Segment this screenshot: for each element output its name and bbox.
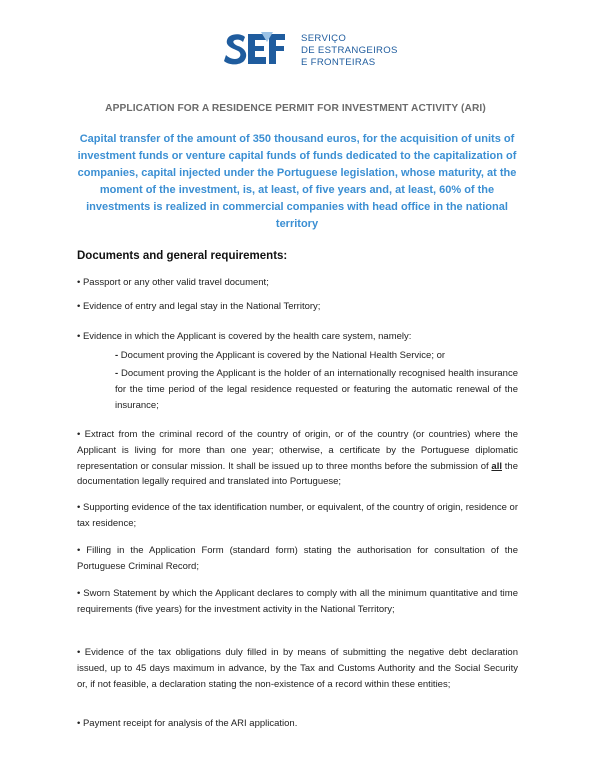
dash: - (115, 368, 119, 379)
sef-logo (223, 31, 403, 73)
section-heading: Documents and general requirements: (77, 250, 288, 262)
document-title: APPLICATION FOR A RESIDENCE PERMIT FOR INVESTMENT ACTIVITY (ARI) (105, 103, 486, 114)
sub-text: Document proving the Applicant is the holder of an internationally recognised health insurance for the time period of the legal residence requested or featuring the automatic renewal of the insurance; (115, 368, 518, 411)
requirement-health-sub-1 (115, 348, 518, 364)
requirement-criminal-record (77, 427, 518, 490)
requirement-health-sub-2 (115, 366, 518, 413)
requirement-tax-obligations: • Evidence of the tax obligations duly filled in by means of submitting the negative debt declaration issued, up to 45 days maximum in advance, by the Tax and Customs Authority and the Social Security or, if not feasible, a declaration stating the non-existence of a record within these entities; (77, 647, 518, 690)
logo-line-2: DE ESTRANGEIROS (301, 45, 398, 56)
requirement-application-form: • Filling in the Application Form (standard form) stating the authorisation for consultation of the Portuguese Criminal Record; (77, 545, 518, 572)
document-subtitle: Capital transfer of the amount of 350 thousand euros, for the acquisition of units of investment funds or venture capital funds of funds dedicated to the capitalization of companies, capital injected under the Portuguese legislation, whose maturity, at the moment of the investment, is, at least, of five years and, at least, 60% of the investments is realized in commercial companies with head office in the national territory (77, 133, 517, 230)
requirement-entry: • Evidence of entry and legal stay in the National Territory; (77, 301, 321, 312)
criminal-text-before: • Extract from the criminal record of the country of origin, or of the country (or countries) where the Applicant is living for more than one year; otherwise, a certificate by the Portuguese diplomatic representation or consular mission. It shall be issued up to three months before the submission of (77, 429, 518, 472)
requirement-health: • Evidence in which the Applicant is covered by the health care system, namely: (77, 331, 412, 342)
requirement-passport: • Passport or any other valid travel document; (77, 277, 269, 288)
sub-text: Document proving the Applicant is covered by the National Health Service; or (118, 350, 446, 361)
dash: - (115, 350, 119, 361)
logo-line-1: SERVIÇO (301, 33, 347, 44)
requirement-tax-id: • Supporting evidence of the tax identification number, or equivalent, of the country of origin, residence or tax residence; (77, 502, 518, 529)
criminal-emphasis: all (491, 460, 502, 472)
requirement-payment: • Payment receipt for analysis of the ARI application. (77, 718, 298, 729)
criminal-text-after: the documentation legally required and translated into Portuguese; (77, 460, 518, 488)
logo-text (301, 33, 398, 69)
sef-logo-mark (223, 31, 299, 71)
requirement-sworn-statement: • Sworn Statement by which the Applicant declares to comply with all the minimum quantitative and time requirements (five years) for the investment activity in the National Territory; (77, 588, 518, 615)
logo-line-3: E FRONTEIRAS (301, 57, 376, 68)
